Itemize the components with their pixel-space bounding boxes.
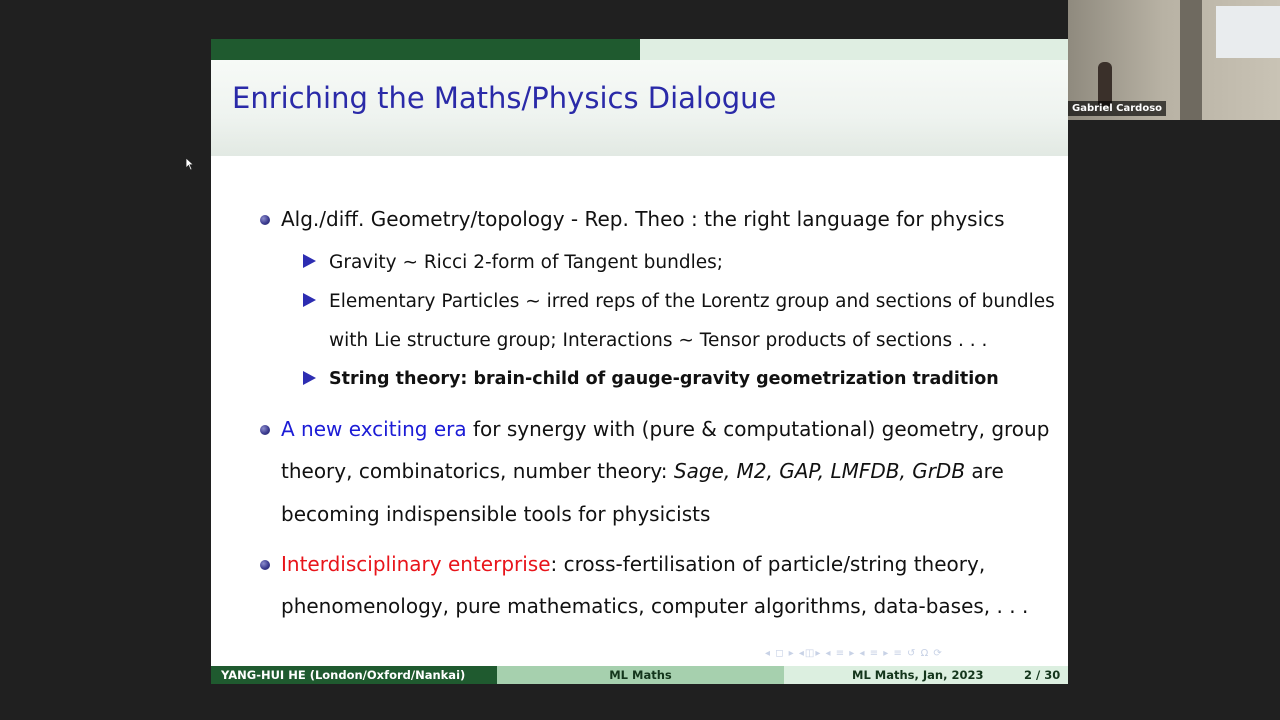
speaker-name-label: Gabriel Cardoso	[1068, 101, 1166, 116]
speaker-video-thumbnail[interactable]	[1068, 0, 1280, 120]
footer-date: ML Maths, Jan, 2023	[852, 668, 984, 682]
footer-date-section	[784, 666, 1068, 684]
bullet-2-line2-post: are	[965, 459, 1004, 483]
beamer-navigation-symbols[interactable]: ◂ ◻ ▸ ◂◫▸ ◂ ≡ ▸ ◂ ≡ ▸ ≡ ↺ Ω ⟳	[765, 648, 943, 659]
bullet-3-line1-rest: : cross-fertilisation of particle/string theory,	[550, 552, 986, 576]
footer-author: YANG-HUI HE (London/Oxford/Nankai)	[221, 668, 466, 682]
speaker-figure	[1098, 62, 1112, 106]
bullet-1-text: Alg./diff. Geometry/topology - Rep. Theo : the right language for physics	[281, 207, 1005, 231]
footer-page-number: 2 / 30	[1024, 668, 1061, 682]
bullet-3-line1	[281, 552, 985, 576]
footer-short-title: ML Maths	[609, 668, 672, 682]
slide-header-bar-dark	[211, 39, 640, 60]
sub-bullet-arrow	[303, 371, 316, 385]
highlight-new-era: A new exciting era	[281, 417, 467, 441]
presentation-slide	[211, 39, 1068, 684]
sub-bullet-string-theory: String theory: brain-child of gauge-gravity geometrization tradition	[329, 369, 999, 389]
bullet-2-line2	[281, 459, 1004, 483]
bullet-3-line2: phenomenology, pure mathematics, computer algorithms, data-bases, . . .	[281, 594, 1029, 618]
highlight-interdisciplinary: Interdisciplinary enterprise	[281, 552, 551, 576]
footer-title-section	[497, 666, 784, 684]
bullet-2-line3: becoming indispensible tools for physicists	[281, 502, 711, 526]
footer-author-section	[211, 666, 497, 684]
sub-bullet-particles-line2: with Lie structure group; Interactions ∼ Tensor products of sections . . .	[329, 330, 988, 351]
bullet-2-line1-rest: for synergy with (pure & computational) geometry, group	[466, 417, 1050, 441]
mouse-cursor-icon	[185, 157, 195, 171]
tools-list: Sage, M2, GAP, LMFDB, GrDB	[673, 459, 966, 483]
slide-title: Enriching the Maths/Physics Dialogue	[232, 81, 777, 115]
bullet-2-line2-pre: theory, combinatorics, number theory:	[281, 459, 674, 483]
sub-bullet-arrow	[303, 254, 316, 268]
sub-bullet-gravity: Gravity ∼ Ricci 2-form of Tangent bundles;	[329, 252, 723, 273]
video-background-screen	[1216, 6, 1280, 58]
slide-footer	[211, 666, 1068, 684]
slide-header-bar-light	[640, 39, 1068, 60]
bullet-dot	[260, 560, 270, 570]
bullet-dot	[260, 215, 270, 225]
bullet-2-line1	[281, 417, 1049, 441]
sub-bullet-particles-line1: Elementary Particles ∼ irred reps of the Lorentz group and sections of bundles	[329, 291, 1055, 312]
sub-bullet-arrow	[303, 293, 316, 307]
video-background-door	[1180, 0, 1202, 120]
bullet-dot	[260, 425, 270, 435]
